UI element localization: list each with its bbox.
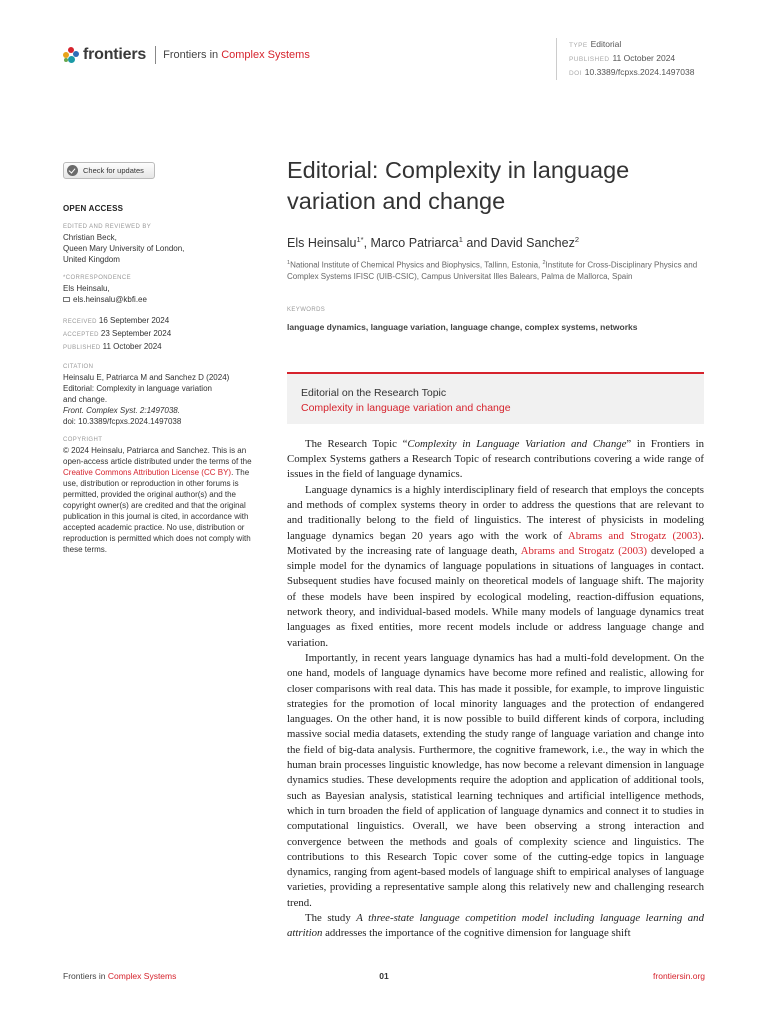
research-topic-link[interactable]: Complexity in language variation and change: [301, 401, 511, 414]
article-main: [287, 155, 704, 942]
citation-authors: Heinsalu E, Patriarca M and Sanchez D (2024): [63, 373, 230, 382]
citation-doi: doi: 10.3389/fcpxs.2024.1497038: [63, 417, 182, 426]
author-list: Els Heinsalu$^{1*}$, Marco Patriarca$^1$ and David Sanchez$^2$: [287, 235, 579, 251]
editor-institution: Queen Mary University of London,: [63, 244, 185, 253]
article-body: [287, 437, 704, 942]
article-doi: DOI 10.3389/fcpxs.2024.1497038: [569, 67, 695, 77]
article-title: Editorial: Complexity in language variation and change: [287, 157, 630, 214]
page-number: 01: [379, 971, 389, 981]
correspondence-email[interactable]: els.heinsalu@kbfi.ee: [63, 294, 263, 305]
correspondence-label: *CORRESPONDENCE: [63, 275, 132, 281]
journal-brand[interactable]: [63, 46, 310, 64]
check-icon: [67, 165, 78, 176]
reference-link[interactable]: Abrams and Strogatz (2003): [520, 544, 647, 557]
footer-site-link[interactable]: frontiersin.org: [653, 971, 705, 981]
citation-label: CITATION: [63, 364, 94, 370]
editor-name: Christian Beck,: [63, 233, 117, 242]
article-type: TYPE Editorial: [569, 39, 622, 49]
frontiers-logo-icon: [63, 47, 79, 63]
body-paragraph: Importantly, in recent years language dynamics has had a multi-fold development. On the one hand, models of language dynamics have become more refined and realistic, allowing for closer comparisons with real data. This has made it possible, for example, to improve linguistic strategies for the promotion of local minority languages and the protection of endangered languages. On the other hand, it is now possible to build different kinds of corpora, including massive social media datasets, extending the study range of language variation and change into the field of big-data analysis. Furthermore, the cognitive framework, i.e., the way in which the human brain processes linguistic knowledge, has now become a relevant dimension in language dynamics studies. These developments require the adoption and application of additional tools, such as Bayesian analysis, statistical learning techniques and artificial intelligence methods, which in turn broaden the field of application of language dynamics and connect it to studies in computational linguistics. Overall, we have been observing a strong interaction and convergence between the methods and goals of complexity science and linguistics. The contributions to this Research Topic cover some of the cutting-edge topics in language dynamics, ranging from agent-based models of language shift to empirical analyses of language varieties, providing a representative sample along this relatively new and challenging research trend.: [287, 651, 704, 909]
citation-title: Editorial: Complexity in language variation: [63, 384, 212, 393]
research-topic-box: [287, 372, 704, 424]
brand-divider: [155, 46, 156, 64]
open-access-label: OPEN ACCESS: [63, 204, 124, 213]
received-date: RECEIVED 16 September 2024: [63, 316, 170, 325]
article-sidebar: [63, 162, 263, 555]
body-paragraph: Language dynamics is a highly interdisciplinary field of research that employs the concepts and methods of complex systems theory in order to address the questions that are relevant to and traditionally belong to the field of linguistics. The interest of physicists in modeling language dynamics began 20 years ago with the work of Abrams and Strogatz (2003). Motivated by the increasing rate of language death, Abrams and Strogatz (2003) developed a simple model for the dynamics of language populations in situations of languages in contact. Subsequent studies have focused mainly on theoretical models of language shift. The majority of these models have been inspired by ecological modeling, reaction-diffusion equations, network theory, and individual-based models. While many models of language dynamics treat languages as fixed entities, more recent models include or address language change and variation.: [287, 483, 704, 649]
accepted-date: ACCEPTED 23 September 2024: [63, 329, 172, 338]
mail-icon: [63, 297, 70, 302]
footer-journal[interactable]: Frontiers in Complex Systems: [63, 971, 177, 981]
check-for-updates-button[interactable]: Check for updates: [63, 162, 155, 179]
copyright-text: © 2024 Heinsalu, Patriarca and Sanchez. This is an open-access article distributed under the terms of the Creative Commons Attribution License (CC BY). The use, distribution or reproduction in other forums is permitted, provided the original author(s) and the copyright owner(s) are credited and that the original publication in this journal is cited, in accordance with accepted academic practice. No use, distribution or reproduction is permitted which does not comply with these terms.: [63, 446, 252, 554]
keywords-label: KEYWORDS: [287, 306, 326, 313]
edited-by-label: EDITED AND REVIEWED BY: [63, 224, 152, 230]
affiliations: $^1$National Institute of Chemical Physics and Biophysics, Tallinn, Estonia, $^2$Institute for Cross-Disciplinary Physics and Complex Systems IFISC (UIB-CSIC), Campus Universitat Illes Balears, Palma de Mallorca, Spain: [287, 260, 698, 281]
cc-license-link[interactable]: Creative Commons Attribution License (CC BY): [63, 468, 232, 477]
citation-title-cont: and change.: [63, 395, 108, 404]
copyright-label: COPYRIGHT: [63, 437, 103, 443]
journal-name: Frontiers in Complex Systems: [163, 49, 310, 61]
citation-journal: Front. Complex Syst. 2:1497038.: [63, 406, 180, 415]
editorial-on-label: Editorial on the Research Topic: [301, 386, 447, 399]
article-dates: [63, 315, 263, 354]
article-published: PUBLISHED 11 October 2024: [569, 53, 676, 63]
article-meta: [556, 38, 694, 80]
frontiers-wordmark: frontiers: [83, 46, 147, 63]
author-name[interactable]: David Sanchez: [490, 236, 575, 251]
author-name[interactable]: Marco Patriarca: [370, 236, 459, 251]
published-date: PUBLISHED 11 October 2024: [63, 342, 162, 351]
author-name[interactable]: Els Heinsalu: [287, 236, 357, 251]
reference-link[interactable]: Abrams and Strogatz (2003): [567, 529, 702, 542]
body-paragraph: The Research Topic “Complexity in Language Variation and Change” in Frontiers in Complex Systems gathers a Research Topic of research contributions covering a wide range of issues in the field of language dynamics.: [287, 437, 704, 481]
page-header: [0, 0, 768, 90]
keywords: language dynamics, language variation, language change, complex systems, networks: [287, 321, 638, 332]
body-paragraph: The study A three-state language competition model including language learning and attrition addresses the importance of the cognitive dimension for language shift: [287, 912, 704, 940]
correspondence-name: Els Heinsalu,: [63, 284, 110, 293]
editor-country: United Kingdom: [63, 255, 120, 264]
